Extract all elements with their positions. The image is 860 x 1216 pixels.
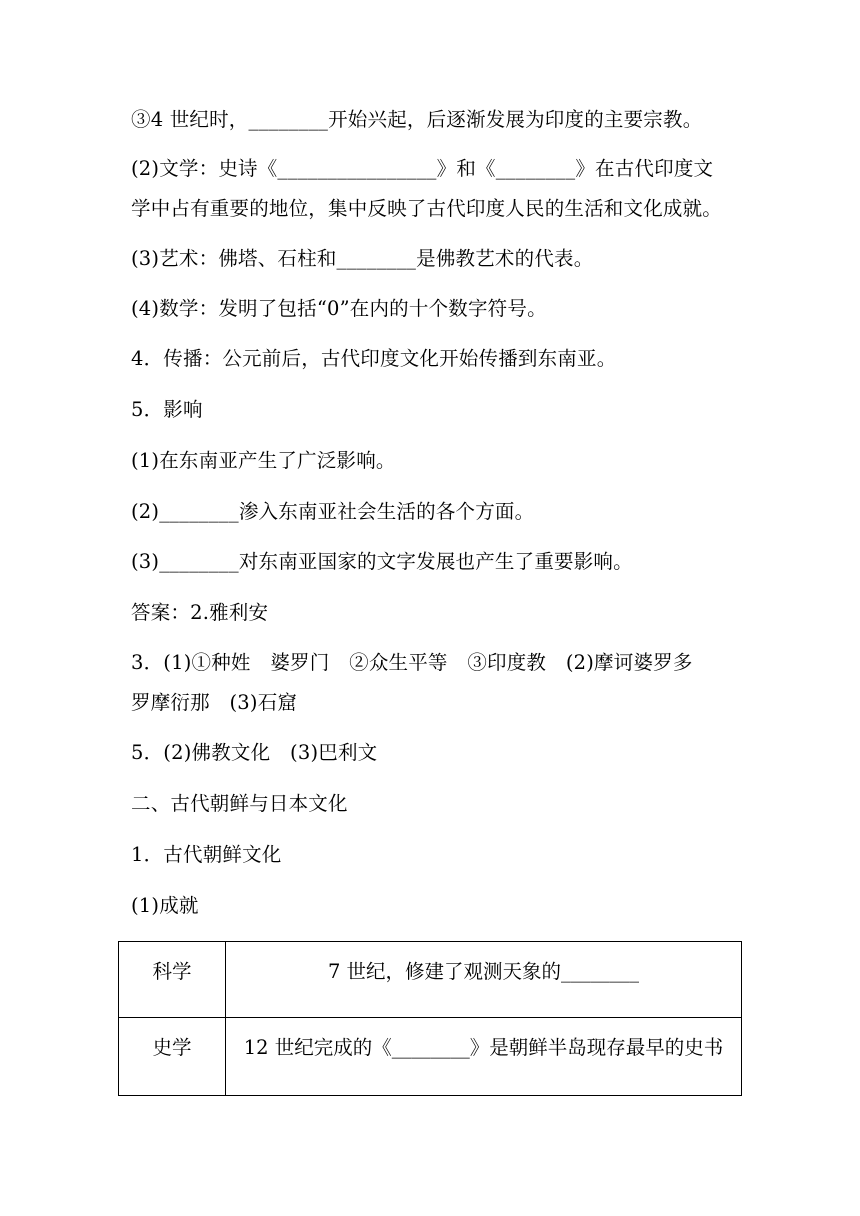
- text-line: 4．传播：公元前后，古代印度文化开始传播到东南亚。: [131, 347, 617, 370]
- answer-line: 罗摩衍那 (3)石窟: [131, 691, 298, 714]
- text-line: (4)数学：发明了包括“0”在内的十个数字符号。: [131, 297, 547, 320]
- table-cell-label: 史学: [119, 1018, 226, 1096]
- table-cell-label: 科学: [119, 942, 226, 1018]
- text-line: (3)________对东南亚国家的文字发展也产生了重要影响。: [131, 550, 633, 573]
- text-line: (2)________渗入东南亚社会生活的各个方面。: [131, 500, 535, 523]
- table-cell-content: 7 世纪，修建了观测天象的________: [226, 942, 742, 1018]
- section-heading: 二、古代朝鲜与日本文化: [131, 792, 348, 815]
- answer-line: 答案：2.雅利安: [131, 601, 269, 624]
- table-cell-content: 12 世纪完成的《________》是朝鲜半岛现存最早的史书: [226, 1018, 742, 1096]
- text-line: (1)成就: [131, 894, 199, 917]
- text-line: (1)在东南亚产生了广泛影响。: [131, 449, 396, 472]
- answer-line: 3．(1)①种姓 婆罗门 ②众生平等 ③印度教 (2)摩诃婆罗多: [131, 651, 693, 674]
- table-row: [119, 942, 742, 1018]
- table-row: [119, 1018, 742, 1096]
- answer-line: 5．(2)佛教文化 (3)巴利文: [131, 741, 378, 764]
- subsection-heading: 1．古代朝鲜文化: [131, 843, 282, 866]
- text-line: ③4 世纪时，________开始兴起，后逐渐发展为印度的主要宗教。: [131, 108, 703, 131]
- text-line: 5．影响: [131, 398, 203, 421]
- text-line: (2)文学：史诗《________________》和《________》在古代印度文: [131, 157, 714, 180]
- text-line: 学中占有重要的地位，集中反映了古代印度人民的生活和文化成就。: [131, 197, 723, 220]
- achievements-table: [118, 941, 742, 1096]
- text-line: (3)艺术：佛塔、石柱和________是佛教艺术的代表。: [131, 247, 594, 270]
